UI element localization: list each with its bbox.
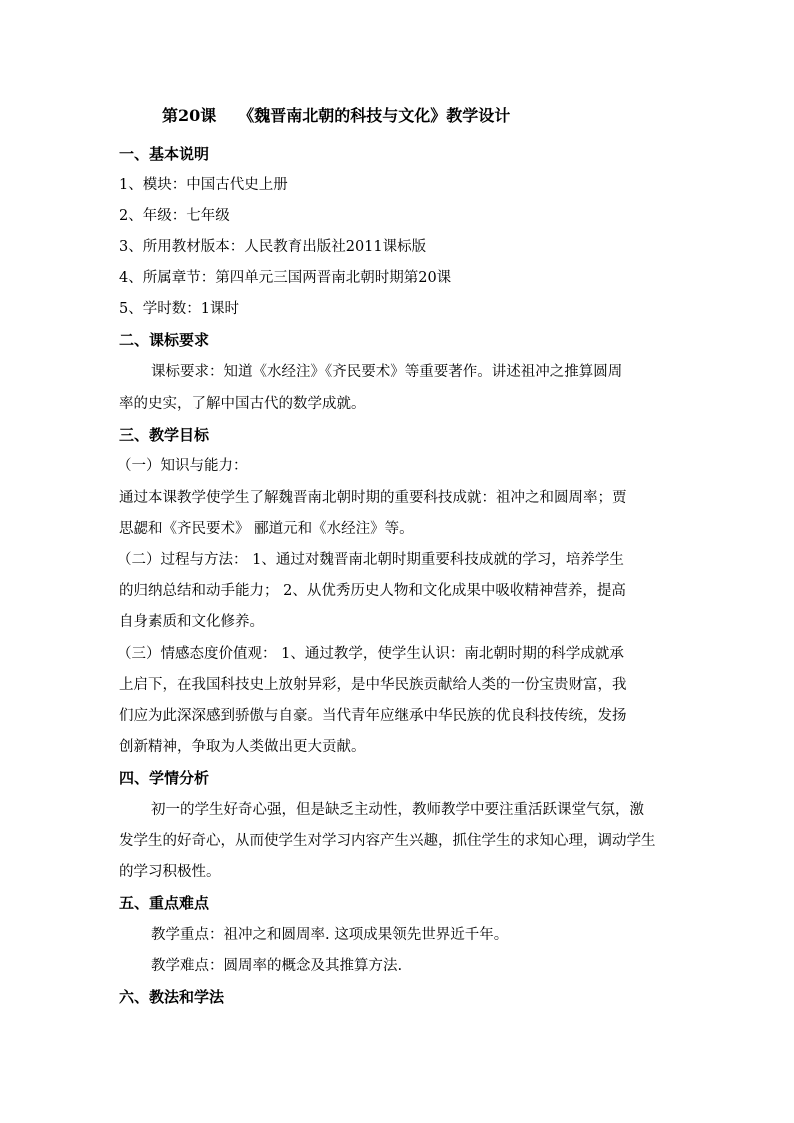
paragraph-line: （二）过程与方法： 1、通过对魏晋南北朝时期重要科技成就的学习，培养学生 <box>117 552 624 568</box>
list-item: 1、模块：中国古代史上册 <box>119 177 288 193</box>
section-heading-basic-info: 一、基本说明 <box>119 145 210 163</box>
paragraph-line: 思勰和《齐民要术》 郦道元和《水经注》等。 <box>119 521 414 537</box>
paragraph-line: 发学生的好奇心，从而使学生对学习内容产生兴趣，抓住学生的求知心理，调动学生 <box>119 833 656 849</box>
paragraph-line: 自身素质和文化修养。 <box>119 614 264 630</box>
paragraph-line: （三）情感态度价值观： 1、通过教学，使学生认识：南北朝时期的科学成就承 <box>117 646 624 662</box>
paragraph-line: 通过本课教学使学生了解魏晋南北朝时期的重要科技成就：祖冲之和圆周率；贾 <box>119 490 627 506</box>
section-heading-curriculum: 二、课标要求 <box>119 331 210 349</box>
paragraph-line: 教学难点：圆周率的概念及其推算方法. <box>151 958 403 974</box>
section-heading-key-points: 五、重点难点 <box>119 894 210 912</box>
paragraph-line: 上启下，在我国科技史上放射异彩，是中华民族贡献给人类的一份宝贵财富，我 <box>119 677 627 693</box>
paragraph-line: 们应为此深深感到骄傲与自豪。当代青年应继承中华民族的优良科技传统，发扬 <box>119 708 627 724</box>
paragraph-line: 教学重点：祖冲之和圆周率. 这项成果领先世界近千年。 <box>151 927 509 943</box>
paragraph-line: 率的史实，了解中国古代的数学成就。 <box>119 396 366 412</box>
title-lesson-name: 《魏晋南北朝的科技与文化》教学设计 <box>238 106 511 125</box>
section-heading-methods: 六、教法和学法 <box>119 988 225 1006</box>
document-title <box>162 104 622 128</box>
section-heading-learner-analysis: 四、学情分析 <box>119 769 210 787</box>
list-item: 2、年级：七年级 <box>119 208 230 224</box>
paragraph-line: 的学习积极性。 <box>119 864 221 880</box>
list-item: 3、所用教材版本：人民教育出版社2011课标版 <box>119 239 427 255</box>
section-heading-objectives: 三、教学目标 <box>119 426 210 444</box>
paragraph-line: 创新精神，争取为人类做出更大贡献。 <box>119 739 366 755</box>
paragraph-line: 课标要求：知道《水经注》《齐民要术》等重要著作。讲述祖冲之推算圆周 <box>151 364 623 380</box>
list-item: 5、学时数：1课时 <box>119 301 239 317</box>
list-item: 4、所属章节：第四单元三国两晋南北朝时期第20课 <box>119 270 452 286</box>
paragraph-line: 初一的学生好奇心强，但是缺乏主动性，教师教学中要注重活跃课堂气氛，激 <box>151 802 644 818</box>
paragraph-line: （一）知识与能力： <box>117 458 248 474</box>
paragraph-line: 的归纳总结和动手能力； 2、从优秀历史人物和文化成果中吸收精神营养，提高 <box>119 583 626 599</box>
title-lesson-number: 第20课 <box>162 106 217 125</box>
